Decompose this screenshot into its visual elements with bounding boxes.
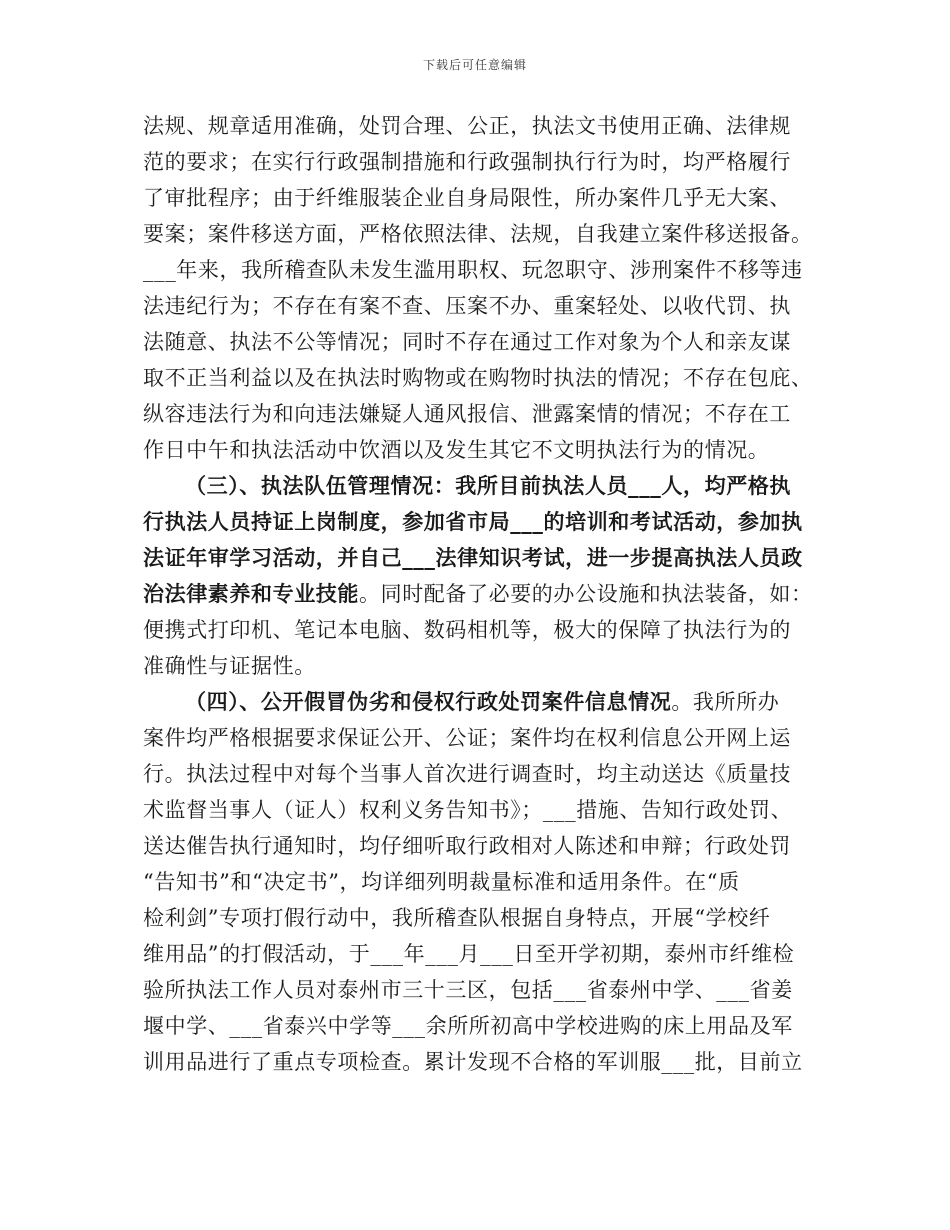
text-segment: 术监督当事人（证人）权利义务告知书》；___措施、告知行政处罚、 [143,798,793,822]
text-line [143,900,813,936]
text-segment: 了审批程序；由于纤维服装企业自身局限性，所办案件几乎无大案、 [143,186,791,210]
text-segment: 送达催告执行通知时，均仔细听取行政相对人陈述和申辩；行政处罚 [143,834,791,858]
document-body [143,108,813,1080]
text-line [143,108,813,144]
text-line [143,1044,813,1080]
text-line [143,504,813,540]
text-segment: 法规、规章适用准确，处罚合理、公正，执法文书使用正确、法律规 [143,114,791,138]
text-segment: 准确性与证据性。 [143,654,316,678]
text-line [143,180,813,216]
text-line [143,432,813,468]
text-segment: 。我所所办 [671,690,780,714]
text-line [143,828,813,864]
text-segment: 范的要求；在实行行政强制措施和行政强制执行行为时，均严格履行 [143,150,791,174]
bold-text-segment: （四）、公开假冒伪劣和侵权行政处罚案件信息情况 [185,689,672,714]
text-segment: 案件均严格根据要求保证公开、公证；案件均在权利信息公开网上运 [143,726,791,750]
text-line [143,396,813,432]
text-line [143,612,813,648]
bold-text-segment: 法证年审学习活动，并自己___法律知识考试，进一步提高执法人员政 [143,545,803,570]
text-segment: “告知书”和“决定书”，均详细列明裁量标准和适用条件。在“质 [143,870,740,894]
page-header: 下载后可任意编辑 [422,58,527,72]
text-line [143,360,813,396]
text-line [143,252,813,288]
text-segment: 。同时配备了必要的办公设施和执法装备，如： [359,582,813,606]
text-line [143,864,813,900]
text-segment: 便携式打印机、笔记本电脑、数码相机等，极大的保障了执法行为的 [143,618,791,642]
text-line [143,540,813,576]
text-segment: 维用品”的打假活动，于___年___月___日至开学初期，泰州市纤维检 [143,942,795,966]
text-segment: 取不正当利益以及在执法时购物或在购物时执法的情况；不存在包庇、 [143,366,813,390]
text-segment: 训用品进行了重点专项检查。累计发现不合格的军训服___批，目前立 [143,1050,803,1074]
text-line [143,324,813,360]
text-segment: 法违纪行为；不存在有案不查、压案不办、重案轻处、以收代罚、执 [143,294,791,318]
text-line [143,936,813,972]
text-line [143,648,813,684]
text-line [143,144,813,180]
text-line [143,684,813,720]
text-segment: 验所执法工作人员对泰州市三十三区，包括___省泰州中学、___省姜 [143,978,793,1002]
bold-text-segment: 治法律素养和专业技能 [143,581,359,606]
text-segment: 要案；案件移送方面，严格依照法律、法规，自我建立案件移送报备。 [143,222,813,246]
text-line [143,972,813,1008]
text-segment: 法随意、执法不公等情况；同时不存在通过工作对象为个人和亲友谋 [143,330,791,354]
text-line [143,1008,813,1044]
text-segment: 堰中学、___省泰兴中学等___余所所初高中学校进购的床上用品及军 [143,1014,793,1038]
text-line [143,756,813,792]
text-segment: 检利剑”专项打假行动中，我所稽查队根据自身特点，开展“学校纤 [143,906,771,930]
text-line [143,216,813,252]
bold-text-segment: （三）、执法队伍管理情况：我所目前执法人员___人，均严格执 [185,473,791,498]
text-line [143,288,813,324]
text-segment: 纵容违法行为和向违法嫌疑人通风报信、泄露案情的情况；不存在工 [143,402,791,426]
text-line [143,576,813,612]
text-segment: 作日中午和执法活动中饮酒以及发生其它不文明执法行为的情况。 [143,438,770,462]
text-line [143,792,813,828]
text-segment: ___年来，我所稽查队未发生滥用职权、玩忽职守、涉刑案件不移等违 [143,258,803,282]
text-segment: 行。执法过程中对每个当事人首次进行调查时，均主动送达《质量技 [143,762,791,786]
text-line [143,720,813,756]
text-line [143,468,813,504]
bold-text-segment: 行执法人员持证上岗制度，参加省市局___的培训和考试活动，参加执 [143,509,803,534]
